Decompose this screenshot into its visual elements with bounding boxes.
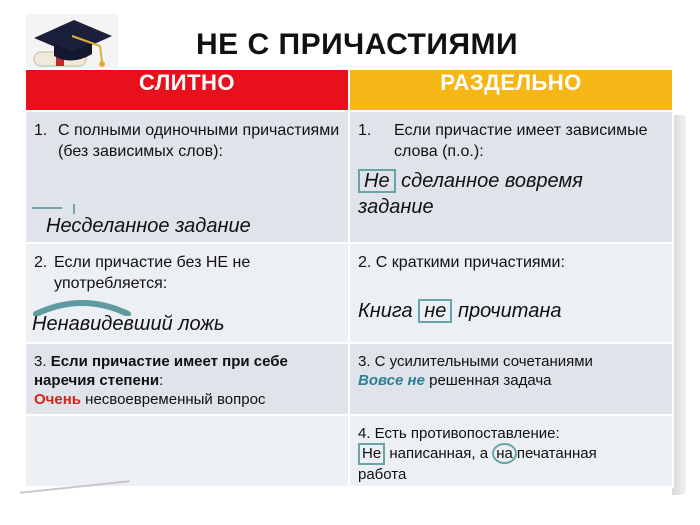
ne-highlight: Не [358, 443, 385, 465]
rule-number: 3. [34, 353, 47, 370]
colon: : [159, 372, 164, 389]
header-slitno: СЛИТНО [25, 69, 349, 111]
rule-text: С полными одиночными причастиями (без зависимых слов): [58, 122, 340, 160]
example: несвоевременный вопрос [81, 391, 266, 408]
cell-left-2 [25, 243, 349, 343]
rule-number: 1. [358, 122, 372, 139]
cell-left-3 [25, 343, 349, 415]
example: Несделанное задание [46, 215, 251, 237]
example-cont: прочитана [457, 300, 562, 322]
cell-right-1 [349, 111, 673, 243]
rule-text: 2. С краткими причастиями: [358, 254, 565, 271]
cell-right-2 [349, 243, 673, 343]
example: сделанное вовремя [401, 170, 583, 192]
graduation-cap-logo [26, 14, 118, 76]
example-cont: задание [358, 196, 434, 218]
rule-text: Если причастие имеет при себе наречия степени [34, 353, 288, 389]
rule-text: 3. С усилительными сочетаниями [358, 353, 593, 370]
example-ne: не [407, 372, 425, 389]
cell-left-1 [25, 111, 349, 243]
example-end: работа [358, 466, 407, 483]
underline-mark [30, 202, 80, 216]
header-razdelno: РАЗДЕЛЬНО [349, 69, 673, 111]
rule-number: 1. [34, 122, 48, 139]
example: Книга [358, 300, 413, 322]
rule-text: 4. Есть противопоставление: [358, 425, 560, 442]
cell-right-3 [349, 343, 673, 415]
table-shadow [672, 115, 686, 495]
rule-number: 2. [34, 254, 48, 271]
ne-highlight: не [418, 299, 452, 323]
rule-text: Если причастие без НЕ не употребляется: [54, 254, 251, 292]
example: решенная задача [424, 372, 552, 389]
example: написанная, а [389, 445, 489, 462]
cell-left-4 [25, 415, 349, 487]
example-cont: печатанная [516, 445, 597, 462]
ne-highlight: Не [358, 169, 396, 193]
na-highlight: на [492, 443, 517, 464]
rule-text: Если причастие имеет зависимые слова (п.о.): [394, 122, 648, 160]
cell-right-4 [349, 415, 673, 487]
example-intensifier: Вовсе [358, 372, 404, 389]
example-adverb: Очень [34, 391, 81, 408]
example: Ненавидевший ложь [32, 313, 225, 335]
rules-table [24, 68, 674, 488]
page-title: НЕ С ПРИЧАСТИЯМИ [196, 28, 519, 61]
